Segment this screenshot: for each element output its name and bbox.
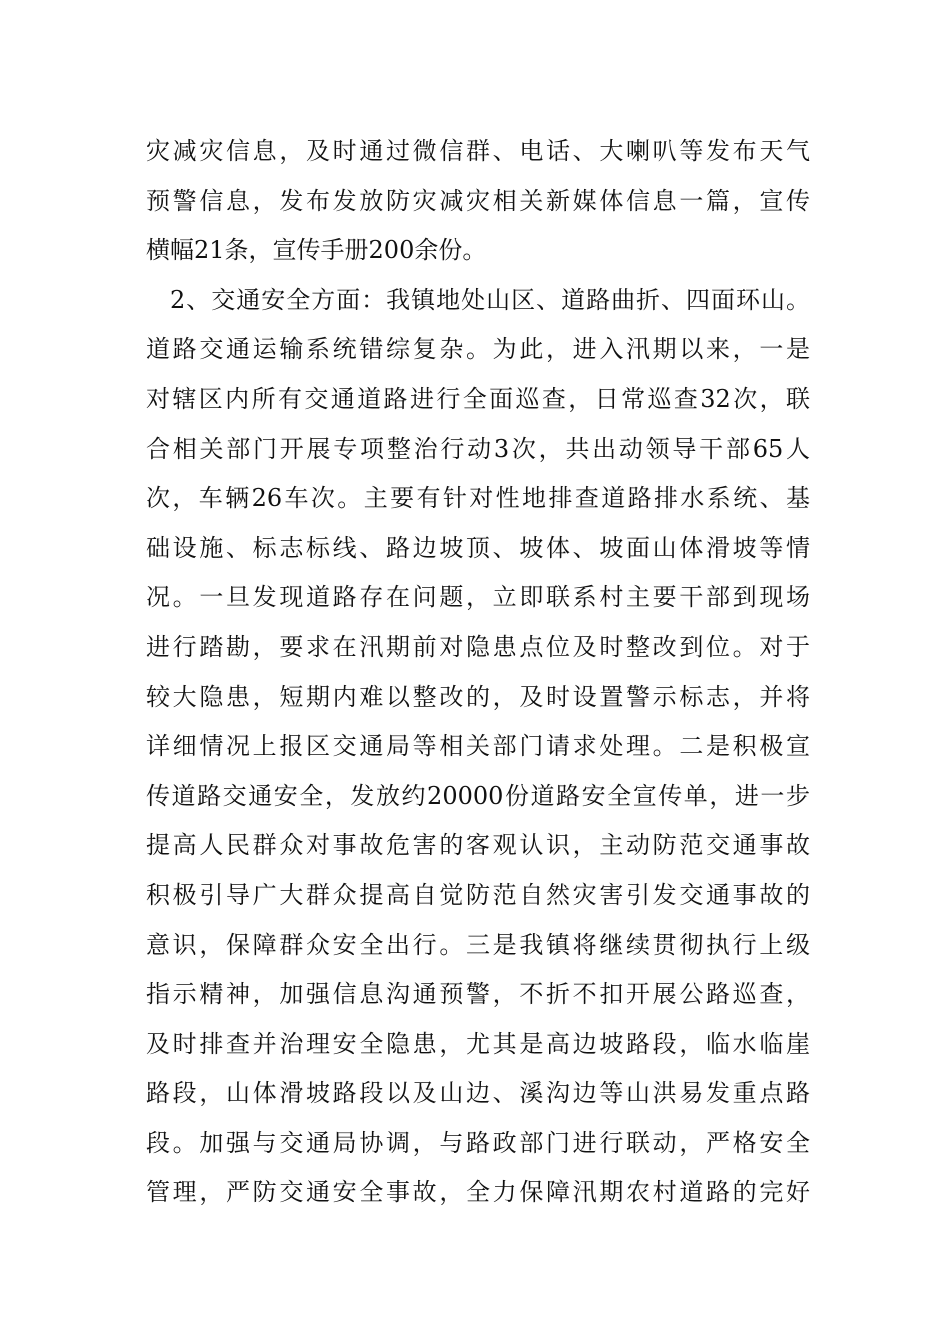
text-line: 路段，山体滑坡路段以及山边、溪沟边等山洪易发重点路 [146, 1079, 810, 1108]
text-line: 合相关部门开展专项整治行动3次，共出动领导干部65人 [146, 434, 810, 463]
text-line: 灾减灾信息，及时通过微信群、电话、大喇叭等发布天气 [146, 137, 810, 165]
text-line: 础设施、标志标线、路边坡顶、坡体、坡面山体滑坡等情 [146, 533, 810, 562]
text-line: 预警信息，发布发放防灾减灾相关新媒体信息一篇，宣传 [146, 186, 810, 215]
text-line: 2、交通安全方面：我镇地处山区、道路曲折、四面环山。 [170, 285, 810, 314]
text-line: 传道路交通安全，发放约20000份道路安全宣传单，进一步 [146, 781, 810, 810]
text-line: 段。加强与交通局协调，与路政部门进行联动，严格安全 [146, 1128, 810, 1157]
text-line: 次，车辆26车次。主要有针对性地排查道路排水系统、基 [146, 484, 810, 513]
text-line: 指示精神，加强信息沟通预警，不折不扣开展公路巡查， [146, 980, 810, 1009]
document-body [146, 127, 810, 1218]
text-line: 详细情况上报区交通局等相关部门请求处理。二是积极宣 [146, 732, 810, 761]
text-line: 较大隐患，短期内难以整改的，及时设置警示标志，并将 [146, 682, 810, 711]
text-line: 提高人民群众对事故危害的客观认识，主动防范交通事故 [146, 831, 810, 860]
text-line: 意识，保障群众安全出行。三是我镇将继续贯彻执行上级 [146, 930, 810, 959]
text-line: 道路交通运输系统错综复杂。为此，进入汛期以来，一是 [146, 335, 810, 364]
text-line: 横幅21条，宣传手册200余份。 [146, 236, 487, 265]
text-line: 进行踏勘，要求在汛期前对隐患点位及时整改到位。对于 [146, 632, 810, 661]
text-line: 积极引导广大群众提高自觉防范自然灾害引发交通事故的 [146, 880, 810, 909]
text-line: 管理，严防交通安全事故，全力保障汛期农村道路的完好 [146, 1178, 810, 1207]
text-line: 及时排查并治理安全隐患，尤其是高边坡路段，临水临崖 [146, 1029, 810, 1058]
text-line: 况。一旦发现道路存在问题，立即联系村主要干部到现场 [146, 583, 810, 612]
text-line: 对辖区内所有交通道路进行全面巡查，日常巡查32次，联 [146, 384, 810, 413]
